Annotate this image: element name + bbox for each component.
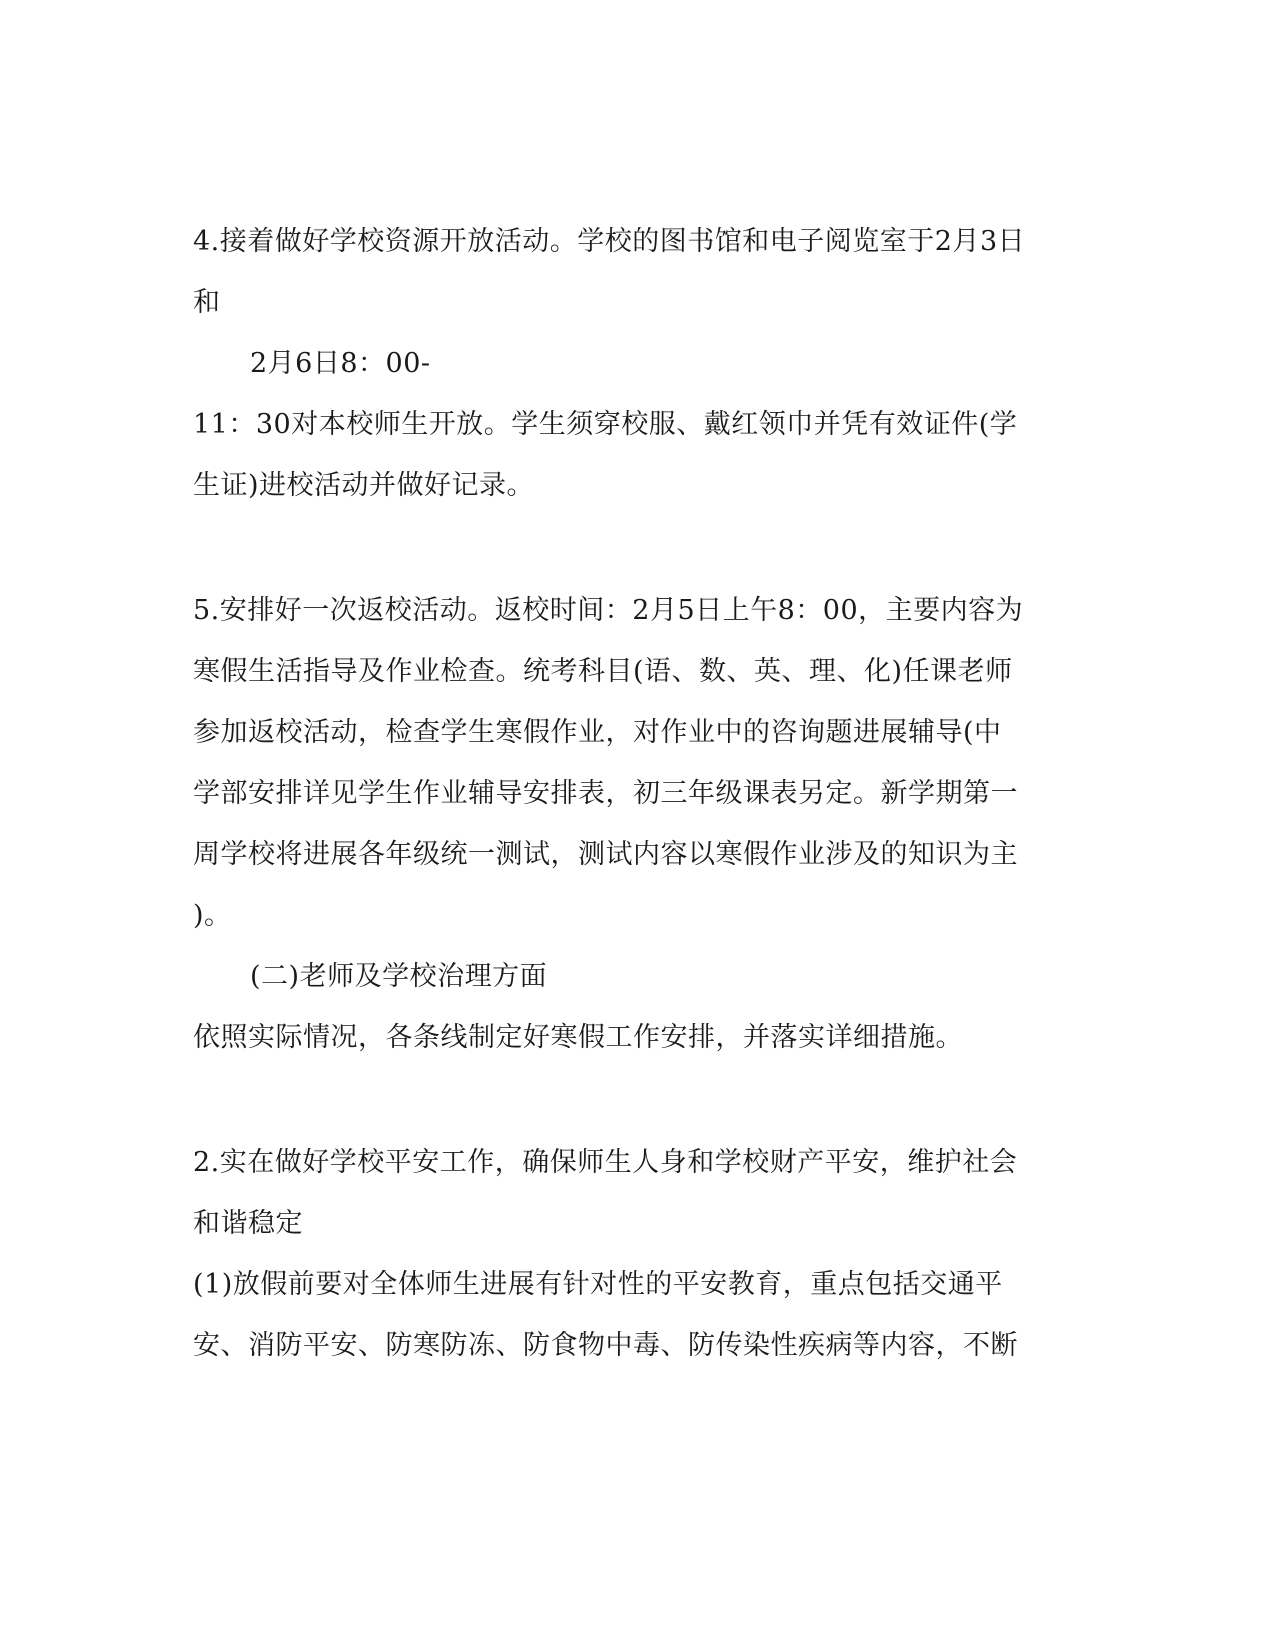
text-line: )。 (193, 900, 232, 931)
text-line: 4.接着做好学校资源开放活动。学校的图书馆和电子阅览室于2月3日 (193, 226, 1026, 257)
text-line: 寒假生活指导及作业检查。统考科目(语、数、英、理、化)任课老师 (193, 656, 1013, 687)
text-line: 2.实在做好学校平安工作，确保师生人身和学校财产平安，维护社会 (193, 1147, 1018, 1178)
text-line: 11：30对本校师生开放。学生须穿校服、戴红领巾并凭有效证件(学 (193, 409, 1018, 440)
text-line: 和谐稳定 (193, 1208, 303, 1239)
text-line: 2月6日8：00- (250, 348, 431, 379)
text-line: 生证)进校活动并做好记录。 (193, 470, 535, 501)
text-line: 依照实际情况，各条线制定好寒假工作安排，并落实详细措施。 (193, 1022, 963, 1053)
text-line: 安、消防平安、防寒防冻、防食物中毒、防传染性疾病等内容，不断 (193, 1330, 1018, 1361)
text-line: 周学校将进展各年级统一测试，测试内容以寒假作业涉及的知识为主 (193, 839, 1018, 870)
text-line: 参加返校活动，检查学生寒假作业，对作业中的咨询题进展辅导(中 (193, 717, 1002, 748)
section-heading: (二)老师及学校治理方面 (250, 961, 548, 992)
text-line: (1)放假前要对全体师生进展有针对性的平安教育，重点包括交通平 (193, 1269, 1003, 1300)
text-line: 和 (193, 287, 221, 318)
text-line: 学部安排详见学生作业辅导安排表，初三年级课表另定。新学期第一 (193, 778, 1018, 809)
text-line: 5.安排好一次返校活动。返校时间：2月5日上午8：00，主要内容为 (193, 595, 1024, 626)
